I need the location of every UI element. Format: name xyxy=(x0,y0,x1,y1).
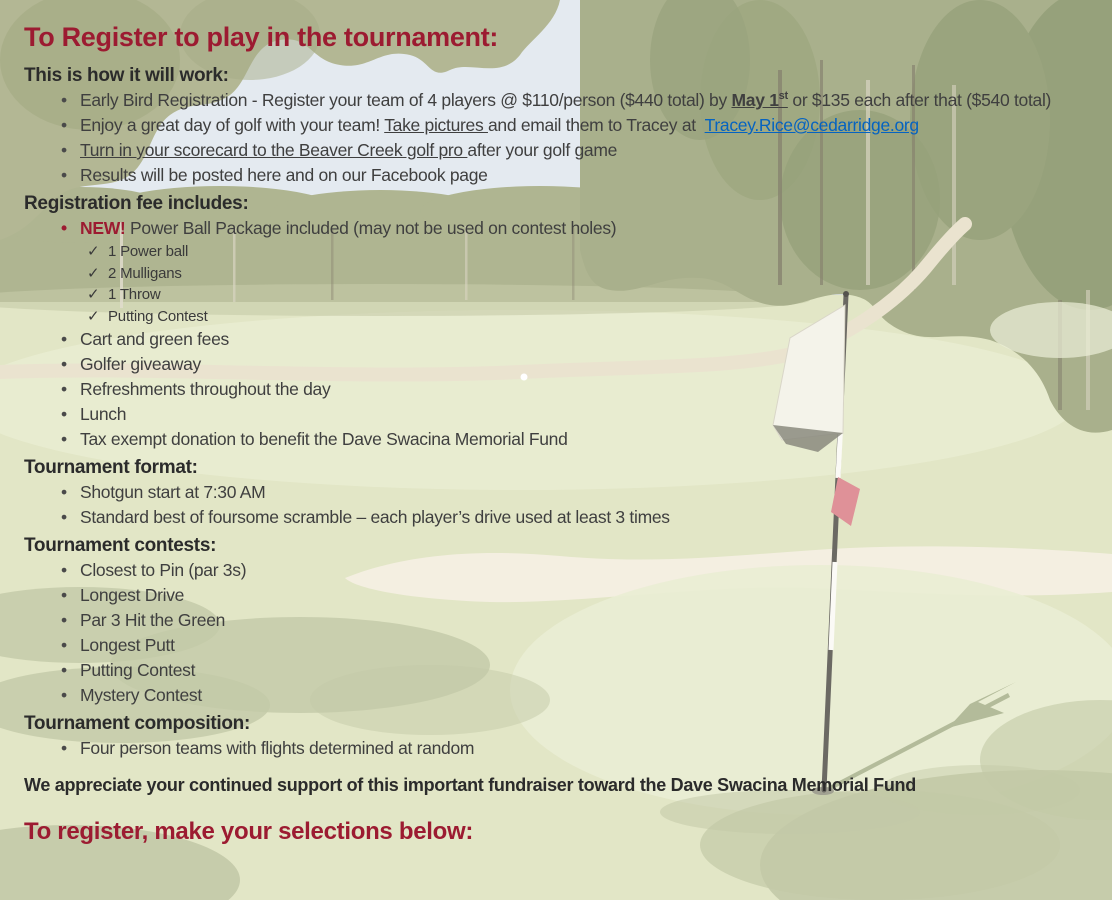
list-item xyxy=(24,402,1088,427)
list-item-label: Mystery Contest xyxy=(80,685,202,705)
list-item xyxy=(24,377,1088,402)
bullet-icon: • xyxy=(61,610,67,630)
list-item xyxy=(24,583,1088,608)
scorecard-underlined: Turn in your scorecard to the Beaver Creek golf pro xyxy=(80,140,468,160)
bullet-icon: • xyxy=(61,115,67,135)
list-item-label: Tax exempt donation to benefit the Dave Swacina Memorial Fund xyxy=(80,429,568,449)
bullet-icon: • xyxy=(61,354,67,374)
check-item xyxy=(24,241,1092,263)
list-item-label: Lunch xyxy=(80,404,127,424)
list-item xyxy=(24,427,1088,452)
appreciation-note: We appreciate your continued support of this important fundraiser toward the Dave Swacina Memorial Fund xyxy=(24,775,916,795)
list-item-powerball xyxy=(24,216,1088,241)
bullet-icon: • xyxy=(61,404,67,424)
list-item xyxy=(24,327,1088,352)
registration-fee-items xyxy=(24,327,1092,452)
tournament-contests-list xyxy=(24,558,1092,708)
check-icon: ✓ xyxy=(87,264,100,282)
check-item-label: 2 Mulligans xyxy=(108,264,182,282)
list-item-results xyxy=(24,163,1088,188)
list-item xyxy=(24,683,1088,708)
early-bird-text: Early Bird Registration - Register your team of 4 players @ $110/person ($440 total) by xyxy=(80,90,732,110)
email-instruction: and email them to Tracey at xyxy=(487,115,705,135)
bullet-icon: • xyxy=(61,560,67,580)
heading-tournament-format: Tournament format: xyxy=(24,457,198,478)
list-item xyxy=(24,608,1088,633)
bullet-icon: • xyxy=(61,429,67,449)
list-item xyxy=(24,352,1088,377)
heading-tournament-contests: Tournament contests: xyxy=(24,535,217,556)
list-item-label: Par 3 Hit the Green xyxy=(80,610,226,630)
email-link[interactable]: Tracey.Rice@cedarridge.org xyxy=(704,115,919,135)
bullet-icon: • xyxy=(61,218,67,238)
bullet-icon: • xyxy=(61,685,67,705)
list-item-label: Refreshments throughout the day xyxy=(80,379,331,399)
list-item-label: Longest Putt xyxy=(80,635,175,655)
powerball-checklist xyxy=(24,241,1092,327)
early-bird-text-after: or $135 each after that ($540 total) xyxy=(787,90,1052,110)
heading-registration-fee: Registration fee includes: xyxy=(24,193,249,214)
list-item-early-bird xyxy=(24,88,1088,113)
ordinal-suffix: st xyxy=(778,90,788,103)
list-item-label: Cart and green fees xyxy=(80,329,229,349)
list-item xyxy=(24,480,1088,505)
list-item-label: Golfer giveaway xyxy=(80,354,201,374)
bullet-icon: • xyxy=(61,329,67,349)
bullet-icon: • xyxy=(61,507,67,527)
bullet-icon: • xyxy=(61,379,67,399)
list-item xyxy=(24,505,1088,530)
registration-fee-list xyxy=(24,216,1092,241)
bullet-icon: • xyxy=(61,635,67,655)
check-item-label: 1 Throw xyxy=(108,286,161,303)
list-item-enjoy-golf xyxy=(24,113,1088,138)
scorecard-text-after: after your golf game xyxy=(467,140,618,160)
list-item-label: Longest Drive xyxy=(80,585,185,605)
list-item xyxy=(24,736,1088,761)
results-text: Results will be posted here and on our Facebook page xyxy=(80,165,488,185)
list-item xyxy=(24,633,1088,658)
list-item xyxy=(24,558,1088,583)
register-heading: To register, make your selections below: xyxy=(24,818,474,845)
enjoy-text: Enjoy a great day of golf with your team! xyxy=(80,115,385,135)
list-item xyxy=(24,658,1088,683)
bullet-icon: • xyxy=(61,660,67,680)
heading-how-it-works: This is how it will work: xyxy=(24,65,229,86)
list-item-label: Putting Contest xyxy=(80,660,196,680)
bullet-icon: • xyxy=(61,90,67,110)
check-icon: ✓ xyxy=(87,307,100,325)
bullet-icon: • xyxy=(61,585,67,605)
list-item-label: Four person teams with flights determined at random xyxy=(80,738,475,758)
how-it-works-list xyxy=(24,88,1092,188)
flyer-content xyxy=(24,12,1092,848)
check-icon: ✓ xyxy=(87,286,100,303)
list-item-scorecard xyxy=(24,138,1088,163)
bullet-icon: • xyxy=(61,165,67,185)
new-badge: NEW! xyxy=(80,218,126,238)
check-item xyxy=(24,284,1092,306)
list-item-label: Shotgun start at 7:30 AM xyxy=(80,482,266,502)
bullet-icon: • xyxy=(61,140,67,160)
tournament-composition-list xyxy=(24,736,1092,761)
check-item xyxy=(24,306,1092,328)
heading-tournament-composition: Tournament composition: xyxy=(24,713,251,734)
powerball-text: Power Ball Package included (may not be used on contest holes) xyxy=(125,218,617,238)
deadline-emphasis: May 1st xyxy=(731,90,788,110)
take-pictures-underlined: Take pictures xyxy=(384,115,488,135)
page-title: To Register to play in the tournament: xyxy=(24,22,499,52)
check-icon: ✓ xyxy=(87,243,100,260)
list-item-label: Closest to Pin (par 3s) xyxy=(80,560,247,580)
check-item xyxy=(24,263,1092,285)
bullet-icon: • xyxy=(61,482,67,502)
check-item-label: 1 Power ball xyxy=(108,243,189,260)
bullet-icon: • xyxy=(61,738,67,758)
list-item-label: Standard best of foursome scramble – each player’s drive used at least 3 times xyxy=(80,507,670,527)
check-item-label: Putting Contest xyxy=(108,307,208,325)
tournament-format-list xyxy=(24,480,1092,530)
